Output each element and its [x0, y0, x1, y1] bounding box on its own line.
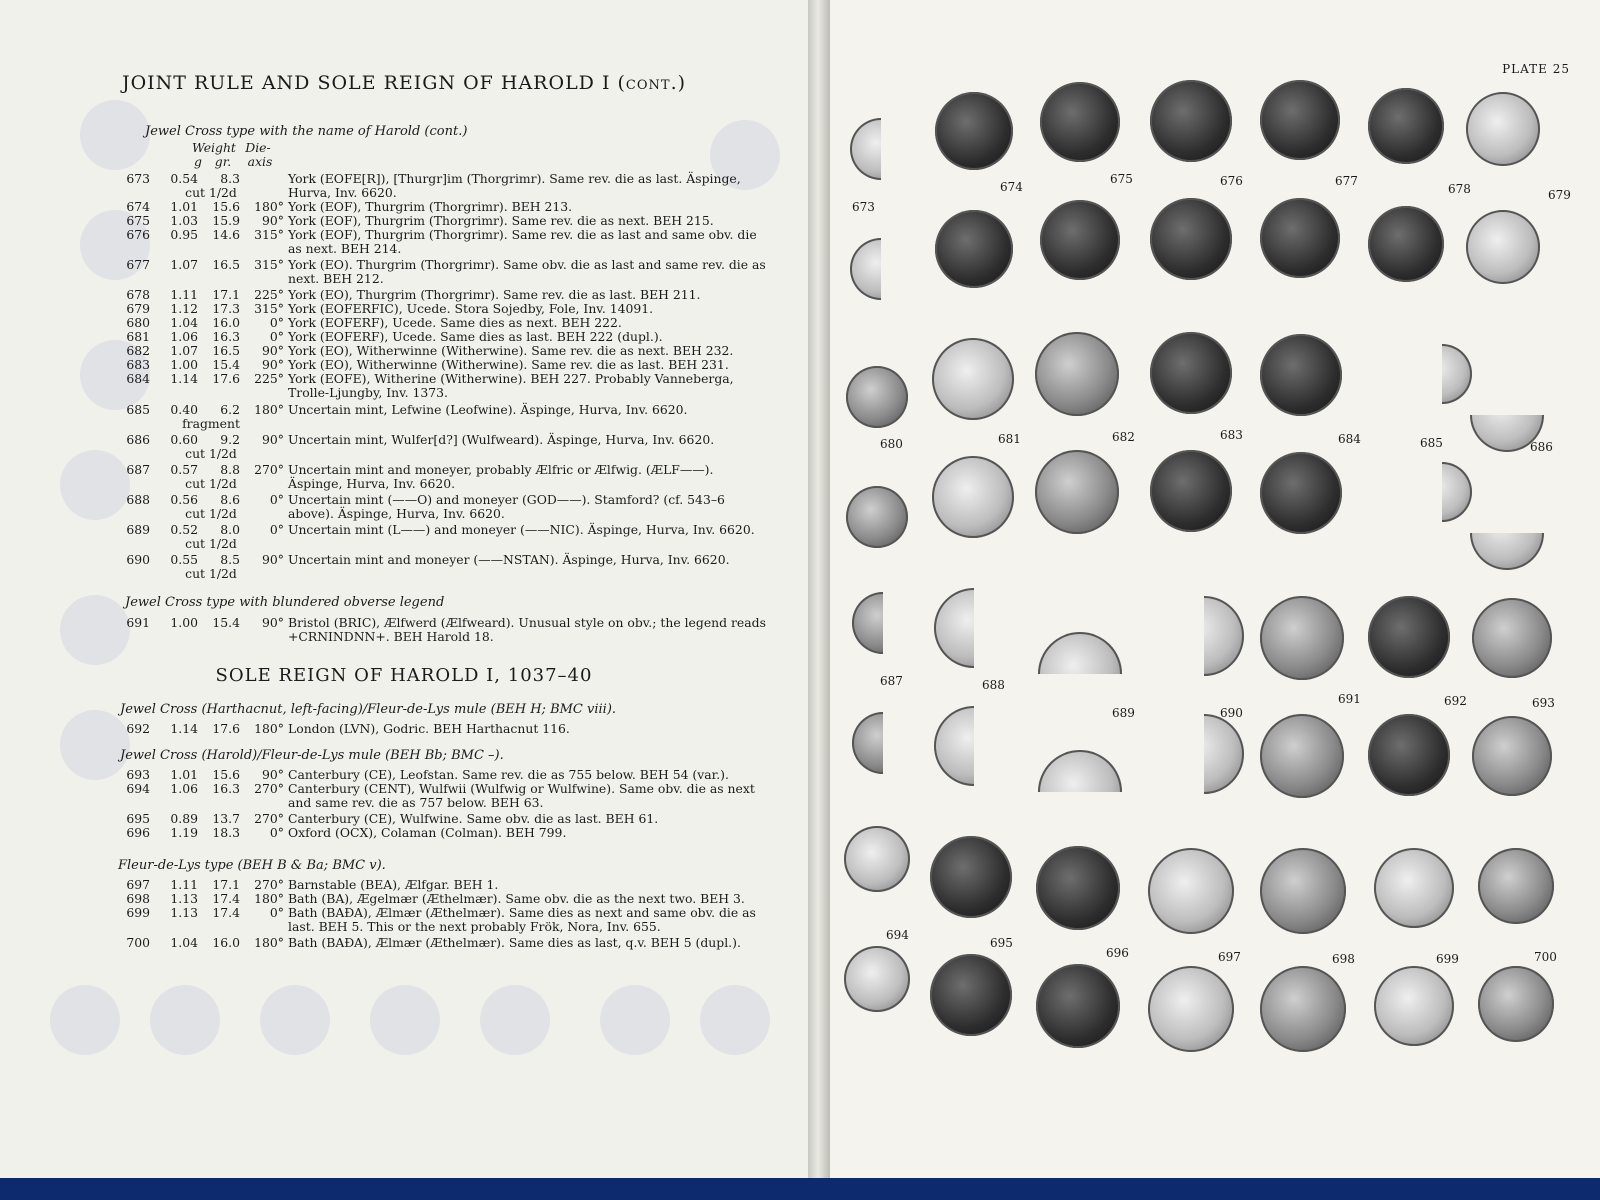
coin-675-reverse	[1040, 200, 1120, 280]
coin-number: 693	[1532, 696, 1555, 710]
ghost-coin	[50, 985, 120, 1055]
ghost-coin	[260, 985, 330, 1055]
coin-699-reverse	[1374, 966, 1454, 1046]
coin-683-reverse	[1150, 450, 1232, 532]
coin-number: 688	[982, 678, 1005, 692]
coin-695-obverse	[930, 836, 1012, 918]
coin-number: 683	[1220, 428, 1243, 442]
coin-698-reverse	[1260, 966, 1346, 1052]
coin-695-reverse	[930, 954, 1012, 1036]
ghost-coin	[60, 450, 130, 520]
coin-687-reverse	[852, 712, 914, 774]
ghost-coin	[150, 985, 220, 1055]
coin-number: 695	[990, 936, 1013, 950]
coin-693-reverse	[1472, 716, 1552, 796]
col-die: Die-	[245, 140, 271, 155]
jewel-cross-subhead: Jewel Cross type with the name of Harold (cont.)	[145, 124, 468, 139]
coin-number: 698	[1332, 952, 1355, 966]
coin-699-obverse	[1374, 848, 1454, 928]
coin-number: 700	[1534, 950, 1557, 964]
col-g: g	[194, 154, 202, 169]
col-gr: gr.	[214, 154, 232, 169]
coin-number: 682	[1112, 430, 1135, 444]
blundered-subhead: Jewel Cross type with blundered obverse legend	[125, 595, 445, 610]
ghost-coin	[80, 100, 150, 170]
coin-number: 689	[1112, 706, 1135, 720]
sole-reign-title: SOLE REIGN OF HAROLD I, 1037–40	[215, 665, 593, 686]
left-page: JOINT RULE AND SOLE REIGN OF HAROLD I (cont.) Jewel Cross type with the name of Harold (cont.) Weight Die- g gr. axis 673 0.54 8.3 York (EOFE[R]), [Thurgr]im (Thorgrimr). Same rev. die as last. Äspinge, Hurva, Inv. 6620. cut 1/2d 674 1.01 15.6 180° York (EOF), Thurgrim (Thorgrimr). BEH 213. 675 1.03 15.9 90° York (EOF), Thurgrim (Thorgrimr). Same rev. die as next. BEH 215. 676 0.95 14.6 315° York (EOF), Thurgrim (Thorgrimr). Same rev. die as last and same obv. die as next. BEH 214. 677 1.07 16.5 315° York (EO). Thurgrim (Thorgrimr). Same obv. die as last and same rev. die as next. BEH 212. 678 1.11 17.1 225° York (EO), Thurgrim (Thorgrimr). Same rev. die as last. BEH 211. 679 1.12 17.3 315° York (EOFERFIC), Ucede. Stora Sojedby, Fole, Inv. 14091. 680 1.04 16.0 0° York (EOFERF), Ucede. Same dies as next. BEH 222. 681 1.06 16.3 0° York (EOFERF), Ucede. Same dies as last. BEH 222 (dupl.). 682 1.07 16.5 90° York (EO), Witherwinne (Witherwine). Same rev. die as next. BEH 232. 683 1.00 15.4 90° York (EO), Witherwinne (Witherwine). Same rev. die as last. BEH 231. 684 1.14 17.6 225° York (EOFE), Witherine (Witherwine). BEH 227. Probably Vanneberga, Trolle-Ljungby, Inv. 1373. 685 0.40 6.2 180° Uncertain mint, Lefwine (Leofwine). Äspinge, Hurva, Inv. 6620. fragment 686 0.60 9.2 90° Uncertain mint, Wulfer[d?] (Wulfweard). Äspinge, Hurva, Inv. 6620. cut 1/2d 687 0.57 8.8 270° Uncertain mint and moneyer, probably Ælfric or Ælfwig. (ÆLF——). Äspinge, Hurva, Inv. 6620. cut 1/2d 688 0.56 8.6 0° Uncertain mint (——O) and moneyer (GOD——). Stamford? (cf. 543–6 above). Äspinge, Hurva, Inv. 6620. cut 1/2d 689 0.52 8.0 0° Uncertain mint (L——) and moneyer (——NIC). Äspinge, Hurva, Inv. 6620. cut 1/2d 690 0.55 8.5 90° Uncertain mint and moneyer (——NSTAN). Äspinge, Hurva, Inv. 6620. cut 1/2d Jewel Cross type with blundered obverse legend 691 1.00 15.4 90° Bristol (BRIC), Ælfwerd (Ælfweard). Unusual style on obv.; the legend reads +CRNINDNN+. BEH Harold 18. SOLE REIGN OF HAROLD I, 1037–40 Jewel Cross (Harthacnut, left-facing)/Fleur-de-Lys mule (BEH H; BMC viii). 692 1.14 17.6 180° London (LVN), Godric. BEH Harthacnut 116. Jewel Cross (Harold)/Fleur-de-Lys mule (BEH Bb; BMC –). 693 1.01 15.6 90° Canterbury (CE), Leofstan. Same rev. die as 755 below. BEH 54 (var.). 694 1.06 16.3 270° Canterbury (CENT), Wulfwii (Wulfwig or Wulfwine). Same obv. die as next and same rev. die as 757 below. BEH 63. 695 0.89 13.7 270° Canterbury (CE), Wulfwine. Same obv. die as last. BEH 61. 696 1.19 18.3 0° Oxford (OCX), Colaman (Colman). BEH 799. Fleur-de-Lys type (BEH B & Ba; BMC v). 697 1.11 17.1 270° Barnstable (BEA), Ælfgar. BEH 1. 698 1.13 17.4 180° Bath (BA), Ægelmær (Æthelmær). Same obv. die as the next two. BEH 3. 699 1.13 17.4 0° Bath (BAÐA), Ælmær (Æthelmær). Same dies as next and same obv. die as last. BEH 5. This or the next probably Frök, Nora, Inv. 655. 700 1.04 16.0 180° Bath (BAÐA), Ælmær (Æthelmær). Same dies as last, q.v. BEH 5 (dupl.).	[0, 0, 808, 1178]
coin-680-obverse	[846, 366, 908, 428]
coin-681-reverse	[932, 456, 1014, 538]
ghost-coin	[600, 985, 670, 1055]
coin-number: 687	[880, 674, 903, 688]
coin-number: 686	[1530, 440, 1553, 454]
coin-697-reverse	[1148, 966, 1234, 1052]
coin-691-obverse	[1260, 596, 1344, 680]
coin-692-reverse	[1368, 714, 1450, 796]
coin-673-obverse	[850, 118, 912, 180]
coin-number: 678	[1448, 182, 1471, 196]
coin-700-obverse	[1478, 848, 1554, 924]
coin-690-obverse	[1164, 596, 1244, 676]
col-weight: Weight	[192, 140, 236, 155]
right-page	[830, 0, 1600, 1178]
coin-696-reverse	[1036, 964, 1120, 1048]
mule2-subhead: Jewel Cross (Harold)/Fleur-de-Lys mule (BEH Bb; BMC –).	[120, 748, 504, 763]
mule1-subhead: Jewel Cross (Harthacnut, left-facing)/Fleur-de-Lys mule (BEH H; BMC viii).	[120, 702, 617, 717]
ghost-coin	[480, 985, 550, 1055]
coin-number: 699	[1436, 952, 1459, 966]
coin-686-reverse	[1470, 496, 1544, 570]
coin-number: 675	[1110, 172, 1133, 186]
coin-682-obverse	[1035, 332, 1119, 416]
fleur-subhead: Fleur-de-Lys type (BEH B & Ba; BMC v).	[118, 858, 386, 873]
coin-number: 679	[1548, 188, 1571, 202]
coin-681-obverse	[932, 338, 1014, 420]
coin-number: 694	[886, 928, 909, 942]
coin-694-reverse	[844, 946, 910, 1012]
coin-683-obverse	[1150, 332, 1232, 414]
book-gutter	[808, 0, 830, 1178]
coin-693-obverse	[1472, 598, 1552, 678]
coin-677-obverse	[1260, 80, 1340, 160]
coin-number: 691	[1338, 692, 1361, 706]
coin-696-obverse	[1036, 846, 1120, 930]
coin-number: 692	[1444, 694, 1467, 708]
coin-685-obverse	[1412, 344, 1472, 404]
coin-number: 674	[1000, 180, 1023, 194]
coin-689-reverse	[1038, 750, 1122, 834]
plate-label: PLATE 25	[1502, 62, 1570, 76]
col-axis: axis	[247, 154, 273, 169]
coin-number: 681	[998, 432, 1021, 446]
coin-675-obverse	[1040, 82, 1120, 162]
coin-698-obverse	[1260, 848, 1346, 934]
coin-677-reverse	[1260, 198, 1340, 278]
coin-number: 684	[1338, 432, 1361, 446]
coin-679-reverse	[1466, 210, 1540, 284]
coin-691-reverse	[1260, 714, 1344, 798]
coin-number: 685	[1420, 436, 1443, 450]
coin-676-reverse	[1150, 198, 1232, 280]
coin-687-obverse	[852, 592, 914, 654]
coin-684-obverse	[1260, 334, 1342, 416]
coin-685-reverse	[1412, 462, 1472, 522]
coin-number: 697	[1218, 950, 1241, 964]
coin-number: 673	[852, 200, 875, 214]
coin-688-reverse	[934, 706, 1014, 786]
coin-682-reverse	[1035, 450, 1119, 534]
coin-number: 680	[880, 437, 903, 451]
coin-number: 696	[1106, 946, 1129, 960]
coin-674-reverse	[935, 210, 1013, 288]
coin-674-obverse	[935, 92, 1013, 170]
coin-number: 676	[1220, 174, 1243, 188]
ghost-coin	[370, 985, 440, 1055]
ghost-coin	[60, 595, 130, 665]
coin-689-obverse	[1038, 632, 1122, 716]
coin-688-obverse	[934, 588, 1014, 668]
coin-678-reverse	[1368, 206, 1444, 282]
ghost-coin	[700, 985, 770, 1055]
coin-680-reverse	[846, 486, 908, 548]
coin-684-reverse	[1260, 452, 1342, 534]
coin-679-obverse	[1466, 92, 1540, 166]
coin-number: 677	[1335, 174, 1358, 188]
page-header: JOINT RULE AND SOLE REIGN OF HAROLD I (cont.)	[121, 72, 687, 94]
coin-690-reverse	[1164, 714, 1244, 794]
coin-676-obverse	[1150, 80, 1232, 162]
coin-678-obverse	[1368, 88, 1444, 164]
coin-number: 690	[1220, 706, 1243, 720]
coin-673-reverse	[850, 238, 912, 300]
coin-694-obverse	[844, 826, 910, 892]
coin-697-obverse	[1148, 848, 1234, 934]
coin-700-reverse	[1478, 966, 1554, 1042]
coin-692-obverse	[1368, 596, 1450, 678]
